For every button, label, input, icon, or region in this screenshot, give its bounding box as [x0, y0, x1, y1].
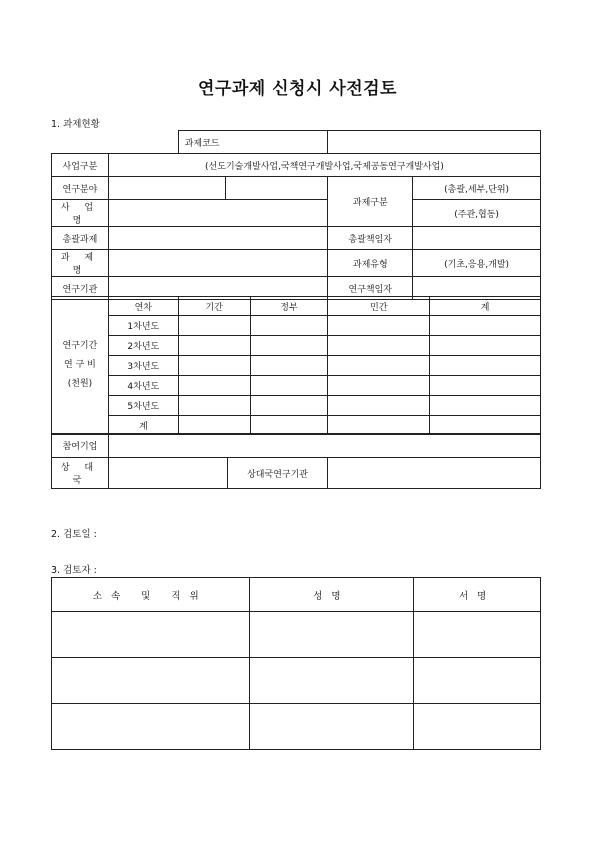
- cost-cell[interactable]: [328, 336, 430, 356]
- section-review-date: 2. 검토일 :: [51, 529, 97, 540]
- reviewer-affiliation-cell[interactable]: [52, 658, 250, 704]
- cost-cell[interactable]: [178, 316, 250, 336]
- cost-header-period: 기간: [178, 297, 250, 316]
- reviewers-table: [51, 577, 541, 750]
- partner-institute-label: 상대국연구기관: [227, 458, 328, 489]
- cost-cell[interactable]: [178, 416, 250, 435]
- cost-cell[interactable]: [328, 316, 430, 336]
- business-type-value[interactable]: (선도기술개발사업,국책연구개발사업,국제공동연구개발사업): [108, 154, 540, 177]
- cost-cell[interactable]: [178, 376, 250, 396]
- year-label: 4차년도: [108, 376, 178, 396]
- cost-cell[interactable]: [178, 396, 250, 416]
- cost-cell[interactable]: [250, 396, 328, 416]
- year-label: 2차년도: [108, 336, 178, 356]
- partner-country-label: 상 대 국: [52, 458, 109, 489]
- cost-header-private: 민간: [328, 297, 430, 316]
- cost-cell[interactable]: [178, 356, 250, 376]
- reviewer-signature-cell[interactable]: [414, 658, 541, 704]
- researcher-label: 연구책임자: [328, 277, 413, 300]
- main-task-field[interactable]: [108, 227, 327, 250]
- participants-field[interactable]: [108, 434, 540, 458]
- project-status-table: [51, 130, 541, 300]
- task-category-label: 과제유형: [328, 250, 413, 277]
- reviewer-affiliation-cell[interactable]: [52, 612, 250, 658]
- period-cost-label-line1: 연구기간: [62, 341, 98, 351]
- field-value-1[interactable]: [108, 177, 225, 200]
- period-cost-label: [52, 297, 109, 435]
- reviewer-signature-cell[interactable]: [414, 704, 541, 750]
- cost-cell[interactable]: [328, 356, 430, 376]
- cost-cell[interactable]: [250, 376, 328, 396]
- section-project-status: 1. 과제현황: [51, 119, 100, 130]
- cost-cell[interactable]: [250, 316, 328, 336]
- reviewer-header-name: 성명: [249, 578, 414, 612]
- reviewer-name-cell[interactable]: [249, 658, 414, 704]
- main-manager-field[interactable]: [413, 227, 541, 250]
- reviewer-name-cell[interactable]: [249, 612, 414, 658]
- task-name-field[interactable]: [108, 250, 327, 277]
- cost-cell[interactable]: [328, 376, 430, 396]
- partner-table: [51, 433, 541, 489]
- partner-country-field[interactable]: [108, 458, 227, 489]
- institute-label: 연구기관: [52, 277, 109, 300]
- year-label: 3차년도: [108, 356, 178, 376]
- task-type-option-1[interactable]: (총괄,세부,단위): [413, 177, 541, 200]
- reviewer-header-affiliation: 소속 및 직위: [52, 578, 250, 612]
- cost-cell[interactable]: [250, 416, 328, 435]
- year-label: 1차년도: [108, 316, 178, 336]
- cost-cell[interactable]: [328, 396, 430, 416]
- cost-cell[interactable]: [178, 336, 250, 356]
- reviewer-name-cell[interactable]: [249, 704, 414, 750]
- task-code-field[interactable]: [328, 131, 541, 154]
- task-category-value[interactable]: (기초,응용,개발): [413, 250, 541, 277]
- cost-cell[interactable]: [250, 336, 328, 356]
- year-label: 5차년도: [108, 396, 178, 416]
- partner-institute-field[interactable]: [328, 458, 541, 489]
- main-task-label: 총괄과제: [52, 227, 109, 250]
- cost-header-government: 정부: [250, 297, 328, 316]
- field-value-2[interactable]: [225, 177, 328, 200]
- period-cost-label-line3: (천원): [67, 379, 93, 389]
- year-total-label: 계: [108, 416, 178, 435]
- cost-cell[interactable]: [430, 336, 541, 356]
- period-cost-label-line2: 연 구 비: [64, 360, 96, 370]
- cost-cell[interactable]: [328, 416, 430, 435]
- task-type-label: 과제구분: [328, 177, 413, 227]
- business-type-label: 사업구분: [52, 154, 109, 177]
- participants-label: 참여기업: [52, 434, 109, 458]
- cost-header-year: 연차: [108, 297, 178, 316]
- business-name-label: 사 업 명: [52, 200, 109, 227]
- task-code-label: 과제코드: [178, 131, 328, 154]
- research-cost-table: [51, 296, 541, 435]
- reviewer-header-signature: 서명: [414, 578, 541, 612]
- business-name-field[interactable]: [108, 200, 327, 227]
- section-reviewers: 3. 검토자 :: [51, 565, 97, 576]
- cost-cell[interactable]: [430, 376, 541, 396]
- field-label: 연구분야: [52, 177, 109, 200]
- cost-cell[interactable]: [250, 356, 328, 376]
- cost-cell[interactable]: [430, 416, 541, 435]
- reviewer-signature-cell[interactable]: [414, 612, 541, 658]
- cost-cell[interactable]: [430, 316, 541, 336]
- task-type-option-2[interactable]: (주관,협동): [413, 200, 541, 227]
- main-manager-label: 총괄책임자: [328, 227, 413, 250]
- cost-cell[interactable]: [430, 356, 541, 376]
- task-name-label: 과 제 명: [52, 250, 109, 277]
- page-title: 연구과제 신청시 사전검토: [198, 79, 397, 99]
- cost-cell[interactable]: [430, 396, 541, 416]
- cost-header-total: 계: [430, 297, 541, 316]
- reviewer-affiliation-cell[interactable]: [52, 704, 250, 750]
